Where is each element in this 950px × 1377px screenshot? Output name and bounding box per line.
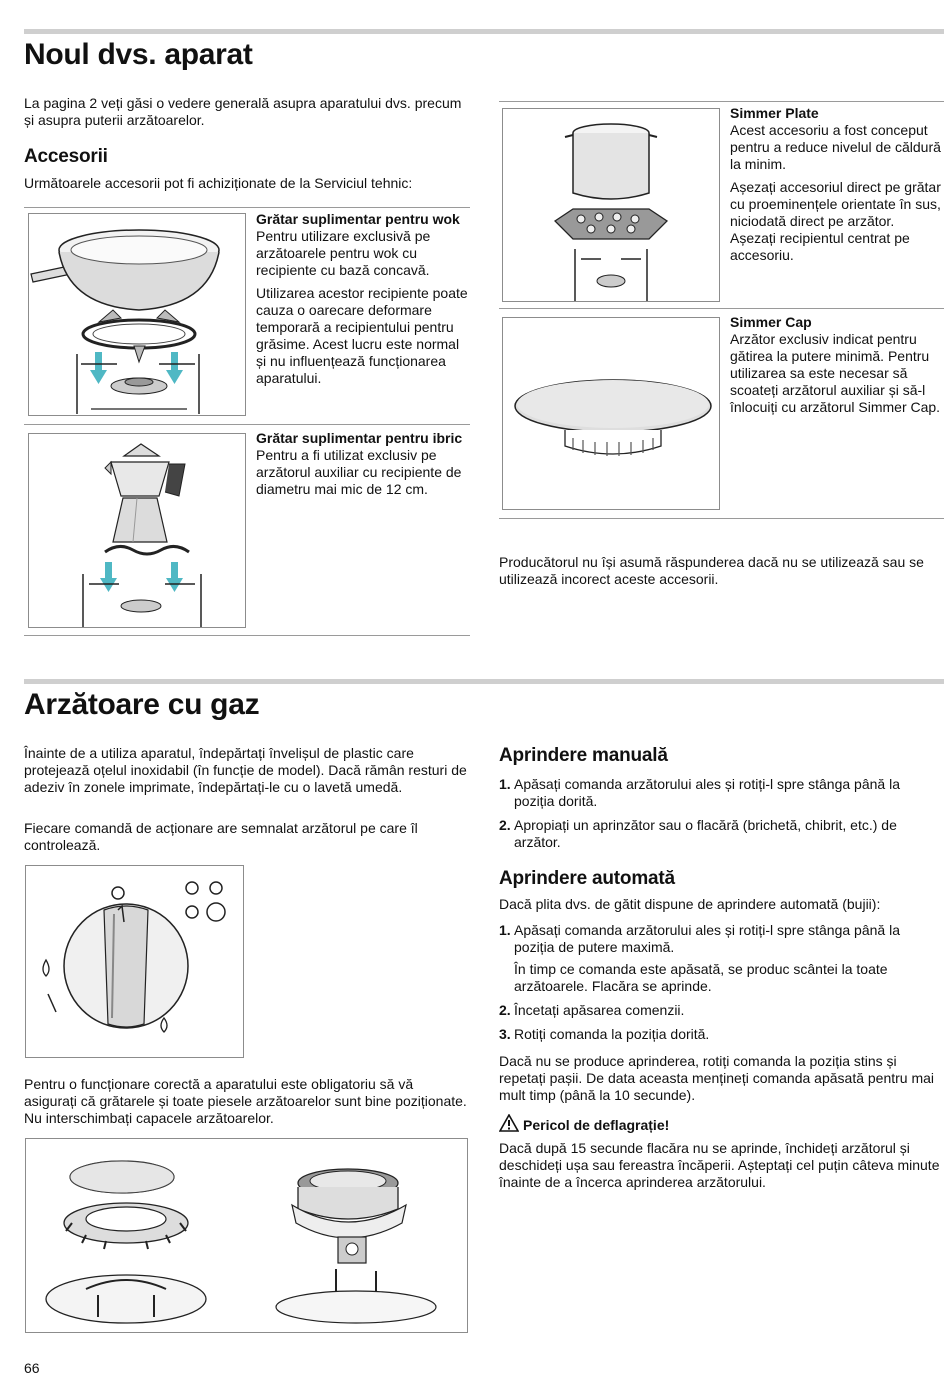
disclaimer-text: Producătorul nu își asumă răspunderea dacă nu se utilizează sau se utilizează incorect aceste accesorii. — [499, 554, 924, 587]
wok-grate-description — [256, 211, 470, 387]
accessories-heading: Accesorii — [24, 146, 108, 167]
warning-title: Pericol de deflagrație! — [499, 1114, 669, 1136]
warning-text: Dacă după 15 secunde flacăra nu se aprinde, închideți arzătorul și deschideți ușa sau fereastra încăperii. Așteptați cel puțin câteva minute înainte de a încerca aprinderea arzătorului. — [499, 1140, 940, 1190]
simmer-plate-text: Acest accesoriu a fost conceput pentru a reduce nivelul de căldură la minim. — [730, 122, 941, 172]
divider — [499, 518, 944, 519]
simmer-cap-description — [730, 314, 942, 416]
divider — [499, 308, 944, 309]
gas-intro-2: Fiecare comandă de acționare are semnalat arzătorul pe care îl controlează. — [24, 820, 418, 853]
accessories-intro: Următoarele accesorii pot fi achiziționate de la Serviciul tehnic: — [24, 175, 413, 191]
wok-grate-illustration — [28, 213, 246, 416]
list-item: 2. Apropiați un aprinzător sau o flacără (brichetă, chibrit, etc.) de arzător. — [499, 817, 897, 850]
automatic-ignition-heading: Aprindere automată — [499, 868, 675, 889]
simmer-plate-description — [730, 105, 942, 264]
divider — [24, 424, 470, 425]
burner-note: Pentru o funcționare corectă a aparatului este obligatoriu să vă asigurați că grătarele și toate piesele arzătoarelor sunt bine poziționate. Nu interschimbați capacele arzătoarelor. — [24, 1076, 467, 1126]
retry-instructions: Dacă nu se produce aprinderea, rotiți comanda la poziția stins și repetați pașii. De data aceasta mențineți comanda apăsată pentru mai mult timp (până la 10 secunde). — [499, 1053, 935, 1103]
page-number: 66 — [24, 1360, 40, 1376]
simmer-plate-extra: Așezați accesoriul direct pe grătar cu proeminențele orientate în sus, niciodată direct pe arzător. Așezați recipientul centrat pe accesoriu. — [730, 179, 941, 263]
divider — [24, 207, 470, 208]
wok-grate-extra: Utilizarea acestor recipiente poate cauza o oarecare deformare temporară a recipientului pentru grăsime. Acest lucru este normal și nu influențează funcționarea aparatului. — [256, 285, 468, 386]
section-title-new-appliance: Noul dvs. aparat — [24, 38, 253, 71]
intro-text: La pagina 2 veți găsi o vedere generală asupra aparatului dvs. precum și asupra puterii arzătoarelor. — [24, 95, 462, 128]
manual-ignition-heading: Aprindere manuală — [499, 745, 668, 766]
automatic-ignition-steps — [499, 922, 941, 1050]
manual-ignition-steps — [499, 776, 941, 858]
divider — [499, 101, 944, 102]
list-item: 2. Încetați apăsarea comenzii. — [499, 1002, 685, 1018]
coffee-grate-illustration — [28, 433, 246, 628]
simmer-plate-title: Simmer Plate — [730, 105, 819, 121]
list-item: 1. Apăsați comanda arzătorului ales și rotiți-l spre stânga până la poziția de putere maximă. În timp ce comanda este apăsată, se produc scântei la toate arzătoarele. Flacăra se aprinde. — [499, 922, 900, 994]
divider — [24, 635, 470, 636]
coffee-grate-title: Grătar suplimentar pentru ibric — [256, 430, 463, 446]
simmer-plate-illustration — [502, 108, 720, 302]
automatic-intro: Dacă plita dvs. de gătit dispune de aprindere automată (bujii): — [499, 896, 881, 912]
simmer-cap-illustration — [502, 317, 720, 510]
coffee-grate-text: Pentru a fi utilizat exclusiv pe arzătorul auxiliar cu recipiente de diametru mai mic de 12 cm. — [256, 447, 462, 497]
section-rule — [24, 679, 944, 684]
top-rule — [24, 29, 944, 34]
list-item: 1. Apăsați comanda arzătorului ales și rotiți-l spre stânga până la poziția dorită. — [499, 776, 900, 809]
control-knob-illustration — [25, 865, 244, 1058]
section-title-gas-burners: Arzătoare cu gaz — [24, 688, 260, 721]
simmer-cap-title: Simmer Cap — [730, 314, 812, 330]
coffee-grate-description — [256, 430, 470, 498]
warning-triangle-icon — [499, 1114, 519, 1136]
simmer-cap-text: Arzător exclusiv indicat pentru gătirea la putere minimă. Pentru utilizarea sa este necesar să scoateți arzătorul auxiliar și să-l înlocuiți cu arzătorul Simmer Cap. — [730, 331, 941, 415]
list-item: 3. Rotiți comanda la poziția dorită. — [499, 1026, 710, 1042]
burner-parts-illustration — [25, 1138, 468, 1333]
gas-intro-1: Înainte de a utiliza aparatul, îndepărtați învelișul de plastic care protejează oțelul inoxidabil (în funcție de model). Dacă rămân resturi de adeziv în zonele imprimate, îndepărtați-le cu o lavetă umedă. — [24, 745, 467, 795]
wok-grate-title: Grătar suplimentar pentru wok — [256, 211, 460, 227]
wok-grate-text: Pentru utilizare exclusivă pe arzătoarele pentru wok cu recipiente cu bază concavă. — [256, 228, 431, 278]
